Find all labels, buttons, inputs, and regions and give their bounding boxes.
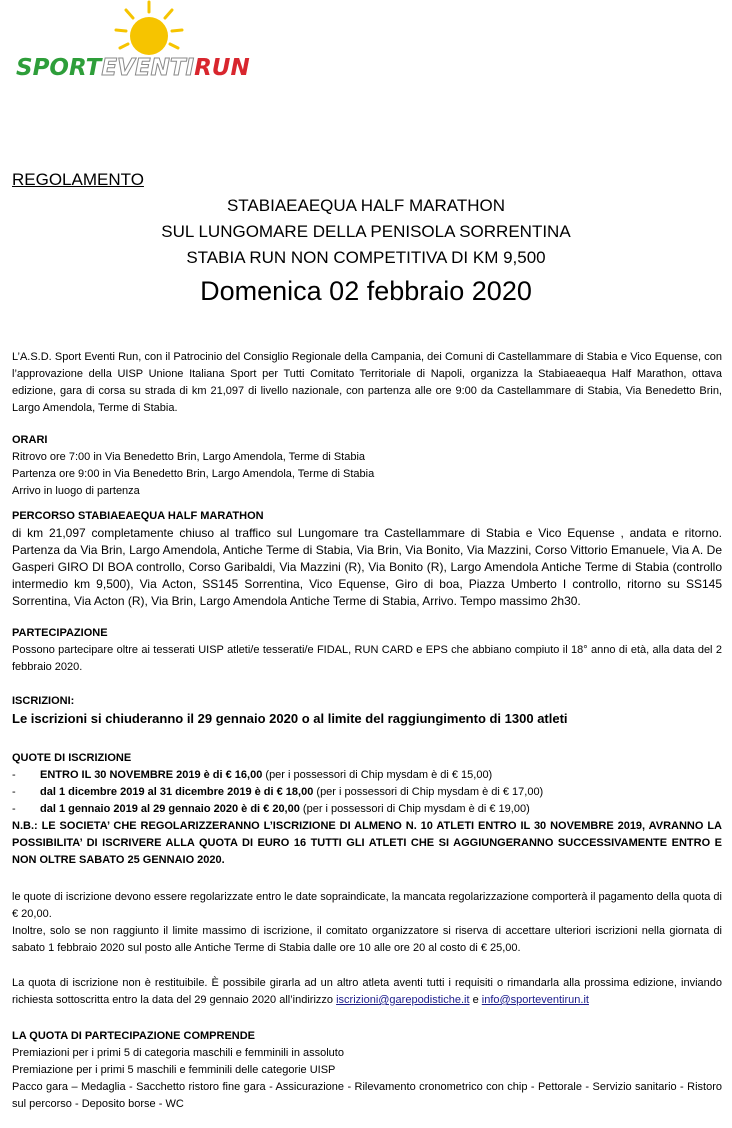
quote-item bbox=[12, 784, 722, 801]
logo-part-eventi: EVENTI bbox=[101, 55, 195, 81]
percorso-text: di km 21,097 completamente chiuso al traffico sul Lungomare tra Castellammare di Stabia e Vico Equense , andata e ritorno. Partenza da Via Brin, Largo Amendola, Antiche Terme di Stabia, Via Brin, Via Bonito, Via Mazzini, Corso Vittorio Emanuele, Via A. De Gasperi GIRO DI BOA controllo, Corso Garibaldi, Via Mazzini (R), Via Bonito (R), Largo Amendola Antiche Terme di Stabia (controllo intermedio km 9,500), Via Acton, SS145 Sorrentina, Vico Equense, Giro di boa, Piazza Umberto I controllo, ritorno su SS145 Sorrentina, Via Acton (R), Via Brin, Largo Amendola Antiche Terme di Stabia, Arrivo. Tempo massimo 2h30. bbox=[12, 526, 722, 608]
title-line-2: SUL LUNGOMARE DELLA PENISOLA SORRENTINA bbox=[161, 222, 571, 241]
quote-section bbox=[12, 750, 722, 869]
title-line-1: STABIAEAEQUA HALF MARATHON bbox=[226, 196, 506, 215]
comprende-title: LA QUOTA DI PARTECIPAZIONE COMPRENDE bbox=[12, 1030, 256, 1042]
event-date: Domenica 02 febbraio 2020 bbox=[200, 276, 532, 306]
comprende-line: Pacco gara – Medaglia - Sacchetto ristoro fine gara - Assicurazione - Rilevamento cronometrico con chip - Pettorale - Servizio sanitario - Ristoro sul percorso - Deposito borse - WC bbox=[12, 1081, 722, 1110]
quote-note: (per i possessori di Chip mysdam è di € 17,00) bbox=[313, 786, 544, 798]
iscrizioni-section bbox=[12, 693, 722, 727]
regolamento-heading: REGOLAMENTO bbox=[12, 170, 144, 189]
rimborso-text: La quota di iscrizione non è restituibile. È possibile girarla ad un altro atleta aventi tutti i requisiti o rimandarla alla prossima edizione, inviando richiesta sottoscritta entro la data del 29 gennaio 2020 all’indirizzo bbox=[12, 977, 722, 1006]
list-dash: - bbox=[12, 803, 16, 815]
iscrizioni-title: ISCRIZIONI: bbox=[12, 695, 75, 707]
inoltre-text: Inoltre, solo se non raggiunto il limite massimo di iscrizione, il comitato organizzatore si riserva di accettare ulteriori iscrizioni nella giornata di sabato 1 febbraio 2020 sul posto alle Antiche Terme di Stabia dalle ore 10 alle ore 20 al costo di € 25,00. bbox=[12, 925, 722, 954]
intro-paragraph: L’A.S.D. Sport Eventi Run, con il Patrocinio del Consiglio Regionale della Campania, dei Comuni di Castellammare di Stabia e Vico Equense, con l’approvazione della UISP Unione Italiana Sport per Tutti Comitato Territoriale di Napoli, organizza la Stabiaeaequa Half Marathon, ottava edizione, gara di corsa su strada di km 21,097 di livello nazionale, con partenza alle ore 9:00 da Castellammare di Stabia, Via Benedetto Brin, Largo Amendola, Terme di Stabia. bbox=[12, 351, 722, 414]
percorso-section bbox=[12, 508, 722, 610]
comprende-line: Premiazioni per i primi 5 di categoria maschili e femminili in assoluto bbox=[12, 1047, 344, 1059]
orari-line: Ritrovo ore 7:00 in Via Benedetto Brin, Largo Amendola, Terme di Stabia bbox=[12, 451, 366, 463]
sport-eventi-run-logo bbox=[14, 0, 294, 90]
rimborso-and: e bbox=[469, 994, 482, 1006]
quote-amount: dal 1 dicembre 2019 al 31 dicembre 2019 è di € 18,00 bbox=[40, 786, 314, 798]
orari-line: Partenza ore 9:00 in Via Benedetto Brin, Largo Amendola, Terme di Stabia bbox=[12, 468, 375, 480]
comprende-line: Premiazione per i primi 5 maschili e femminili delle categorie UISP bbox=[12, 1064, 336, 1076]
list-dash: - bbox=[12, 786, 16, 798]
logo-part-sport: SPORT bbox=[16, 55, 102, 81]
logo-wordmark bbox=[16, 54, 250, 82]
quote-note: (per i possessori di Chip mysdam è di € 19,00) bbox=[299, 803, 530, 815]
partecipazione-text: Possono partecipare oltre ai tesserati UISP atleti/e tesserati/e FIDAL, RUN CARD e EPS che abbiano compiuto il 18° anno di età, alla data del 2 febbraio 2020. bbox=[12, 644, 722, 673]
partecipazione-title: PARTECIPAZIONE bbox=[12, 627, 108, 639]
partecipazione-section bbox=[12, 625, 722, 676]
quote-item bbox=[12, 801, 722, 818]
sun-icon bbox=[114, 0, 184, 62]
orari-line: Arrivo in luogo di partenza bbox=[12, 485, 140, 497]
orari-title: ORARI bbox=[12, 434, 48, 446]
quote-amount: dal 1 gennaio 2019 al 29 gennaio 2020 è di € 20,00 bbox=[40, 803, 300, 815]
quote-amount: ENTRO IL 30 NOVEMBRE 2019 è di € 16,00 bbox=[40, 769, 263, 781]
email-info-link[interactable]: info@sporteventirun.it bbox=[481, 994, 589, 1006]
quote-nb: N.B.: LE SOCIETA’ CHE REGOLARIZZERANNO L’ISCRIZIONE DI ALMENO N. 10 ATLETI ENTRO IL 30 NOVEMBRE 2019, AVRANNO LA POSSIBILITA’ DI ISCRIVERE ALLA QUOTA DI EURO 16 TUTTI GLI ATLETI CHE SI AGGIUNGERANNO SUCCESSIVAMENTE ENTRO E NON OLTRE SABATO 25 GENNAIO 2020. bbox=[12, 820, 722, 866]
quote-note: (per i possessori di Chip mysdam è di € 15,00) bbox=[262, 769, 493, 781]
comprende-section bbox=[12, 1028, 722, 1113]
email-iscrizioni-link[interactable]: iscrizioni@garepodistiche.it bbox=[336, 994, 470, 1006]
quote-title: QUOTE DI ISCRIZIONE bbox=[12, 752, 132, 764]
title-line-3: STABIA RUN NON COMPETITIVA DI KM 9,500 bbox=[186, 248, 546, 267]
list-dash: - bbox=[12, 769, 16, 781]
percorso-title: PERCORSO STABIAEAEQUA HALF MARATHON bbox=[12, 510, 264, 522]
rimborso-paragraph bbox=[12, 975, 722, 1009]
logo-part-run: RUN bbox=[194, 55, 250, 81]
regolarizzazione-section bbox=[12, 889, 722, 957]
orari-section bbox=[12, 432, 722, 500]
iscrizioni-text: Le iscrizioni si chiuderanno il 29 gennaio 2020 o al limite del raggiungimento di 1300 atleti bbox=[12, 711, 568, 726]
quote-item bbox=[12, 767, 722, 784]
regolarizzazione-text: le quote di iscrizione devono essere regolarizzate entro le date sopraindicate, la mancata regolarizzazione comporterà il pagamento della quota di € 20,00. bbox=[12, 891, 722, 920]
